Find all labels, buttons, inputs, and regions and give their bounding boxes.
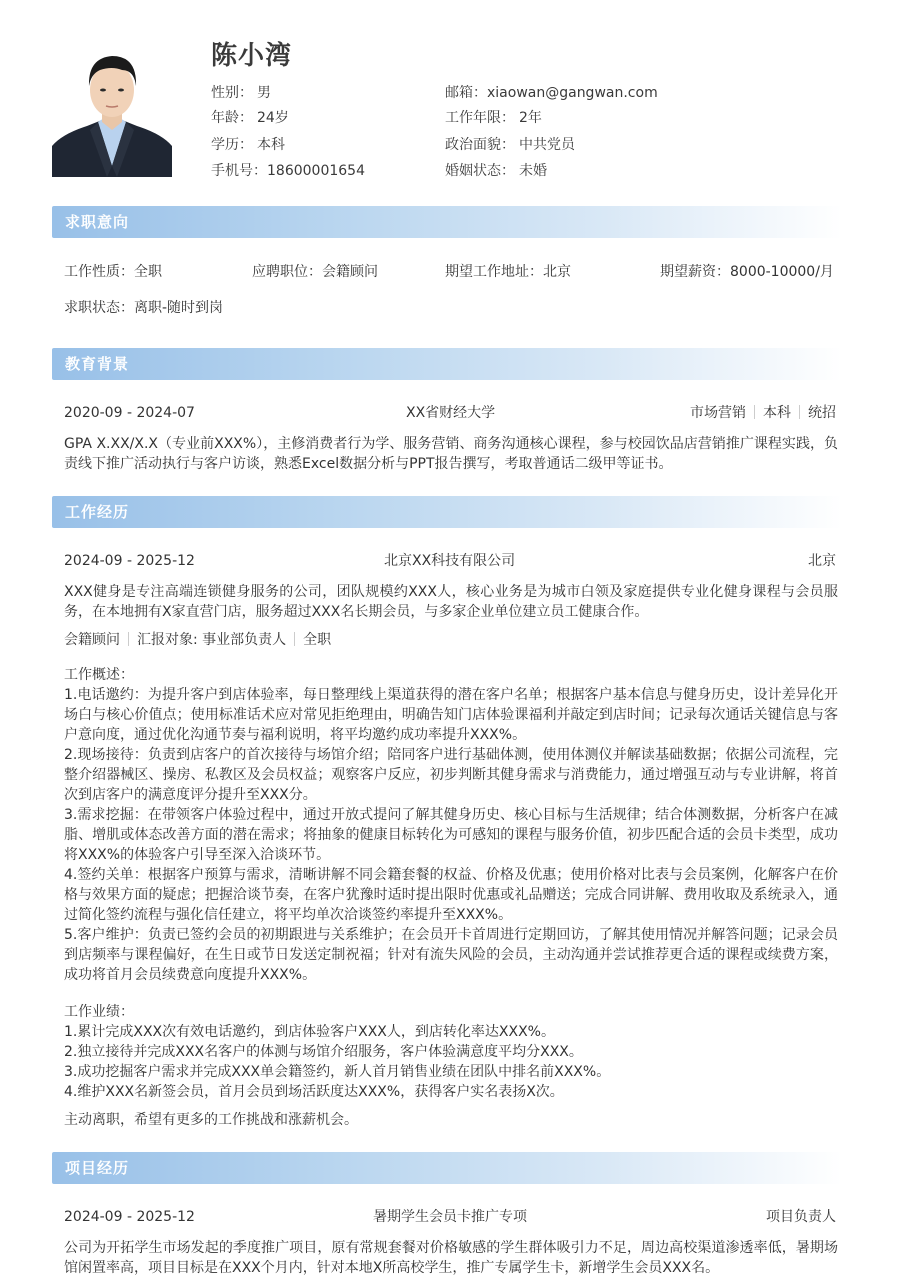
edu-tags bbox=[690, 403, 836, 423]
divider bbox=[799, 405, 800, 419]
section-title: 教育背景 bbox=[65, 355, 130, 373]
overview-item: 2.现场接待：负责到店客户的首次接待与场馆介绍；陪同客户进行基础体测，使用体测仪并解读基础数据；依据公司流程，完整介绍器械区、操房、私教区及会员权益；观察客户反应，初步判断其健身需求与消费能力，通过增强互动与专业讲解，将首次到店客户的满意度评分提升至XXX分。 bbox=[64, 747, 838, 803]
section-title: 求职意向 bbox=[65, 213, 130, 231]
intent-position bbox=[252, 262, 378, 282]
info-value: 本科 bbox=[257, 137, 285, 153]
info-age bbox=[211, 107, 289, 129]
section-header-work bbox=[52, 496, 842, 528]
info-phone bbox=[211, 160, 365, 182]
overview-item: 1.电话邀约：为提升客户到店体验率，每日整理线上渠道获得的潜在客户名单；根据客户基本信息与健身历史，设计差异化开场白与核心价值点；使用标准话术应对常见拒绝理由，明确告知门店体验课福利并敲定到店时间；记录每次通话关键信息与客户意向度，通过优化沟通节奏与福利说明，将平均邀约成功率提升XXX%。 bbox=[64, 687, 838, 743]
work-role: 会籍顾问 bbox=[64, 632, 120, 648]
project-period: 2024-09 - 2025-12 bbox=[64, 1209, 195, 1225]
portrait-photo-icon bbox=[52, 46, 172, 177]
overview-title: 工作概述： bbox=[64, 667, 134, 683]
achievement-item: 2.独立接待并完成XXX名客户的体测与场馆介绍服务，客户体验满意度平均分XXX。 bbox=[64, 1044, 583, 1060]
intent-value: 全职 bbox=[134, 264, 162, 280]
work-report-to: 汇报对象: 事业部负责人 bbox=[137, 632, 287, 648]
leave-reason: 主动离职，希望有更多的工作挑战和涨薪机会。 bbox=[64, 1112, 358, 1128]
edu-description: GPA X.XX/X.X（专业前XXX%），主修消费者行为学、服务营销、商务沟通核心课程，参与校园饮品店营销推广课程实践，负责线下推广活动执行与客户访谈，熟悉Excel数据分析与PPT报告撰写，考取普通话二级甲等证书。 bbox=[64, 436, 838, 472]
section-header-education bbox=[52, 348, 842, 380]
achievement-item: 3.成功挖掘客户需求并完成XXX单会籍签约，新人首月销售业绩在团队中排名前XXX%。 bbox=[64, 1064, 611, 1080]
info-marital bbox=[445, 160, 547, 182]
work-overview bbox=[64, 665, 838, 985]
profile-photo bbox=[52, 46, 172, 177]
edu-major: 市场营销 bbox=[690, 405, 746, 421]
edu-enrollment: 统招 bbox=[808, 405, 836, 421]
divider bbox=[128, 632, 129, 646]
info-gender bbox=[211, 82, 271, 104]
intent-label: 应聘职位： bbox=[252, 264, 322, 280]
company-intro: XXX健身是专注高端连锁健身服务的公司，团队规模约XXX人，核心业务是为城市白领及家庭提供专业化健身课程与会员服务，在本地拥有X家直营门店，服务超过XXX名长期会员，与多家企业单位建立员工健康合作。 bbox=[64, 584, 838, 620]
info-value: 男 bbox=[257, 85, 271, 101]
section-title: 项目经历 bbox=[65, 1159, 130, 1177]
info-education bbox=[211, 134, 285, 156]
intent-label: 期望薪资： bbox=[660, 264, 730, 280]
achievement-item: 1.累计完成XXX次有效电话邀约，到店体验客户XXX人，到店转化率达XXX%。 bbox=[64, 1024, 555, 1040]
info-label: 手机号： bbox=[211, 163, 267, 179]
work-type: 全职 bbox=[303, 632, 332, 648]
intent-value: 会籍顾问 bbox=[322, 264, 378, 280]
work-tags bbox=[64, 630, 331, 650]
edu-period: 2020-09 - 2024-07 bbox=[64, 405, 195, 421]
info-value: 中共党员 bbox=[519, 137, 575, 153]
overview-item: 4.签约关单：根据客户预算与需求，清晰讲解不同会籍套餐的权益、价格及优惠；使用价格对比表与会员案例，化解客户在价格与效果方面的疑虑；把握洽谈节奏，在客户犹豫时适时提出限时优惠或礼品赠送；完成合同讲解、费用收取及系统录入，通过简化签约流程与强化信任建立，将平均单次洽谈签约率提升至XXX%。 bbox=[64, 867, 838, 923]
section-header-job-intent bbox=[52, 206, 842, 238]
edu-degree: 本科 bbox=[763, 405, 791, 421]
overview-item: 3.需求挖掘：在带领客户体验过程中，通过开放式提问了解其健身历史、核心目标与生活规律；结合体测数据，分析客户在减脂、增肌或体态改善方面的潜在需求；将抽象的健康目标转化为可感知的课程与服务价值，初步匹配合适的会员卡类型，成功将XXX%的体验客户引导至深入洽谈环节。 bbox=[64, 807, 838, 863]
edu-school: XX省财经大学 bbox=[406, 405, 496, 421]
intent-value: 北京 bbox=[543, 264, 571, 280]
divider bbox=[294, 632, 295, 646]
candidate-name: 陈小湾 bbox=[211, 41, 293, 71]
info-label: 婚姻状态： bbox=[445, 163, 515, 179]
work-period: 2024-09 - 2025-12 bbox=[64, 553, 195, 569]
info-label: 工作年限： bbox=[445, 110, 515, 126]
project-role: 项目负责人 bbox=[766, 1209, 836, 1225]
intent-label: 求职状态： bbox=[64, 300, 134, 316]
project-description: 公司为开拓学生市场发起的季度推广项目，原有常规套餐对价格敏感的学生群体吸引力不足，周边高校渠道渗透率低，暑期场馆闲置率高，项目目标是在XXX个月内，针对本地X所高校学生，推广专属学生卡，新增学生会员XXX名。 bbox=[64, 1240, 838, 1276]
project-name: 暑期学生会员卡推广专项 bbox=[373, 1209, 527, 1225]
intent-job-type bbox=[64, 262, 162, 282]
info-label: 邮箱： bbox=[445, 85, 487, 101]
info-value: 未婚 bbox=[519, 163, 547, 179]
info-value: 18600001654 bbox=[267, 163, 365, 179]
info-label: 政治面貌： bbox=[445, 137, 515, 153]
info-value: 2年 bbox=[519, 110, 542, 126]
info-political bbox=[445, 134, 575, 156]
section-title: 工作经历 bbox=[65, 503, 130, 521]
intent-label: 期望工作地址： bbox=[445, 264, 543, 280]
achievements-title: 工作业绩： bbox=[64, 1004, 134, 1020]
info-value: 24岁 bbox=[257, 110, 289, 126]
info-label: 年龄： bbox=[211, 110, 253, 126]
intent-value: 离职-随时到岗 bbox=[134, 300, 224, 316]
info-work-years bbox=[445, 107, 542, 129]
info-label: 性别： bbox=[211, 85, 253, 101]
section-header-projects bbox=[52, 1152, 842, 1184]
intent-status bbox=[64, 298, 223, 318]
intent-value: 8000-10000/月 bbox=[730, 264, 834, 280]
achievement-item: 4.维护XXX名新签会员，首月会员到场活跃度达XXX%，获得客户实名表扬X次。 bbox=[64, 1084, 564, 1100]
work-location: 北京 bbox=[808, 553, 836, 569]
info-email bbox=[445, 82, 658, 104]
work-company: 北京XX科技有限公司 bbox=[384, 553, 516, 569]
divider bbox=[754, 405, 755, 419]
info-value[interactable]: xiaowan@gangwan.com bbox=[487, 85, 658, 101]
intent-salary bbox=[660, 262, 834, 282]
work-achievements bbox=[64, 1002, 838, 1102]
intent-label: 工作性质： bbox=[64, 264, 134, 280]
intent-location bbox=[445, 262, 571, 282]
info-label: 学历： bbox=[211, 137, 253, 153]
overview-item: 5.客户维护：负责已签约会员的初期跟进与关系维护；在会员开卡首周进行定期回访，了解其使用情况并解答问题；记录会员到店频率与课程偏好，在生日或节日发送定制祝福；针对有流失风险的会员，主动沟通并尝试推荐更合适的课程或续费方案，成功将首月会员续费意向度提升XXX%。 bbox=[64, 927, 838, 983]
